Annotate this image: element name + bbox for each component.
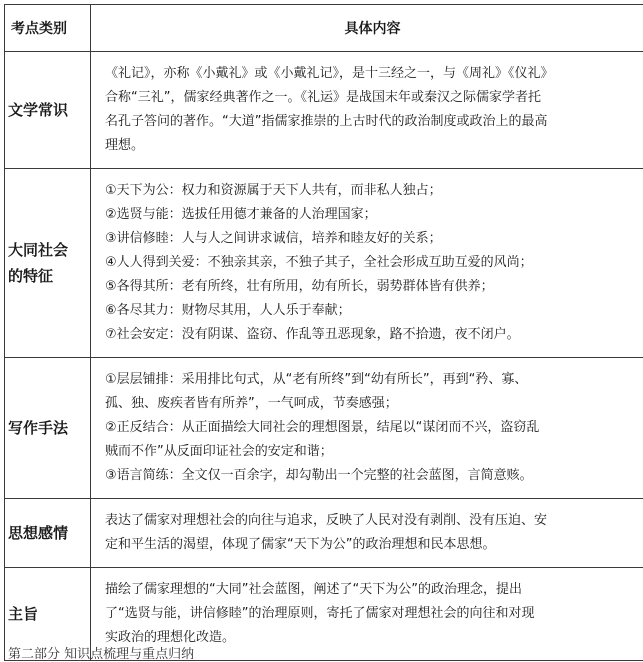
table-row xyxy=(5,358,643,499)
category-literary-knowledge: 文学常识 xyxy=(5,52,91,169)
content-line: 孤、独、废疾者皆有所养”，一气呵成，节奏感强； xyxy=(105,392,643,416)
content-line: 描绘了儒家理想的“大同”社会蓝图，阐述了“天下为公”的政治理念，提出 xyxy=(105,578,643,602)
content-line: ⑦社会安定：没有阴谋、盗窃、作乱等丑恶现象，路不拾遗，夜不闭户。 xyxy=(105,323,643,347)
content-datong-features xyxy=(91,169,643,358)
table-row xyxy=(5,52,643,169)
category-line: 大同社会 xyxy=(8,237,90,263)
content-line: ③讲信修睦：人与人之间讲求诚信，培养和睦友好的关系； xyxy=(105,227,643,251)
content-line: 表达了儒家对理想社会的向往与追求，反映了人民对没有剥削、没有压迫、安 xyxy=(105,509,643,533)
category-main-theme: 主旨 xyxy=(5,568,91,661)
category-thoughts-feelings: 思想感情 xyxy=(5,499,91,568)
content-line: ③语言简练：全文仅一百余字，却勾勒出一个完整的社会蓝图，言简意赅。 xyxy=(105,464,643,488)
content-line: ②选贤与能：选拔任用德才兼备的人治理国家； xyxy=(105,203,643,227)
content-line: ①层层铺排：采用排比句式，从“老有所终”到“幼有所长”，再到“矜、寡、 xyxy=(105,368,643,392)
content-line: ⑥各尽其力：财物尽其用，人人乐于奉献； xyxy=(105,299,643,323)
content-line: 定和平生活的渴望，体现了儒家“天下为公”的政治理想和民本思想。 xyxy=(105,533,643,557)
category-writing-techniques: 写作手法 xyxy=(5,358,91,499)
category-datong-features xyxy=(5,169,91,358)
table-row xyxy=(5,499,643,568)
content-writing-techniques xyxy=(91,358,643,499)
content-line: 了“选贤与能，讲信修睦”的治理原则，寄托了儒家对理想社会的向往和对现 xyxy=(105,602,643,626)
table-row xyxy=(5,169,643,358)
content-line: 理想。 xyxy=(105,134,643,158)
header-content: 具体内容 xyxy=(91,5,643,52)
content-line: ②正反结合：从正面描绘大同社会的理想图景，结尾以“谋闭而不兴，盗窃乱 xyxy=(105,416,643,440)
content-line: 《礼记》，亦称《小戴礼》或《小戴礼记》，是十三经之一，与《周礼》《仪礼》 xyxy=(105,62,643,86)
header-category: 考点类别 xyxy=(5,5,91,52)
next-section-heading-fragment: 第二部分 知识点梳理与重点归纳 xyxy=(8,643,194,662)
knowledge-table xyxy=(4,4,643,661)
category-line: 的特征 xyxy=(8,263,90,289)
table-header-row xyxy=(5,5,643,52)
content-line: 实政治的理想化改造。 xyxy=(105,626,643,650)
content-line: ⑤各得其所：老有所终，壮有所用，幼有所长，弱势群体皆有供养； xyxy=(105,275,643,299)
content-line: ④人人得到关爱：不独亲其亲，不独子其子，全社会形成互助互爱的风尚； xyxy=(105,251,643,275)
content-line: 合称“三礼”，儒家经典著作之一。《礼运》是战国末年或秦汉之际儒家学者托 xyxy=(105,86,643,110)
content-literary-knowledge xyxy=(91,52,643,169)
content-line: 名孔子答问的著作。“大道”指儒家推崇的上古时代的政治制度或政治上的最高 xyxy=(105,110,643,134)
content-thoughts-feelings xyxy=(91,499,643,568)
content-line: 贼而不作”从反面印证社会的安定和谐； xyxy=(105,440,643,464)
content-line: ①天下为公：权力和资源属于天下人共有，而非私人独占； xyxy=(105,179,643,203)
